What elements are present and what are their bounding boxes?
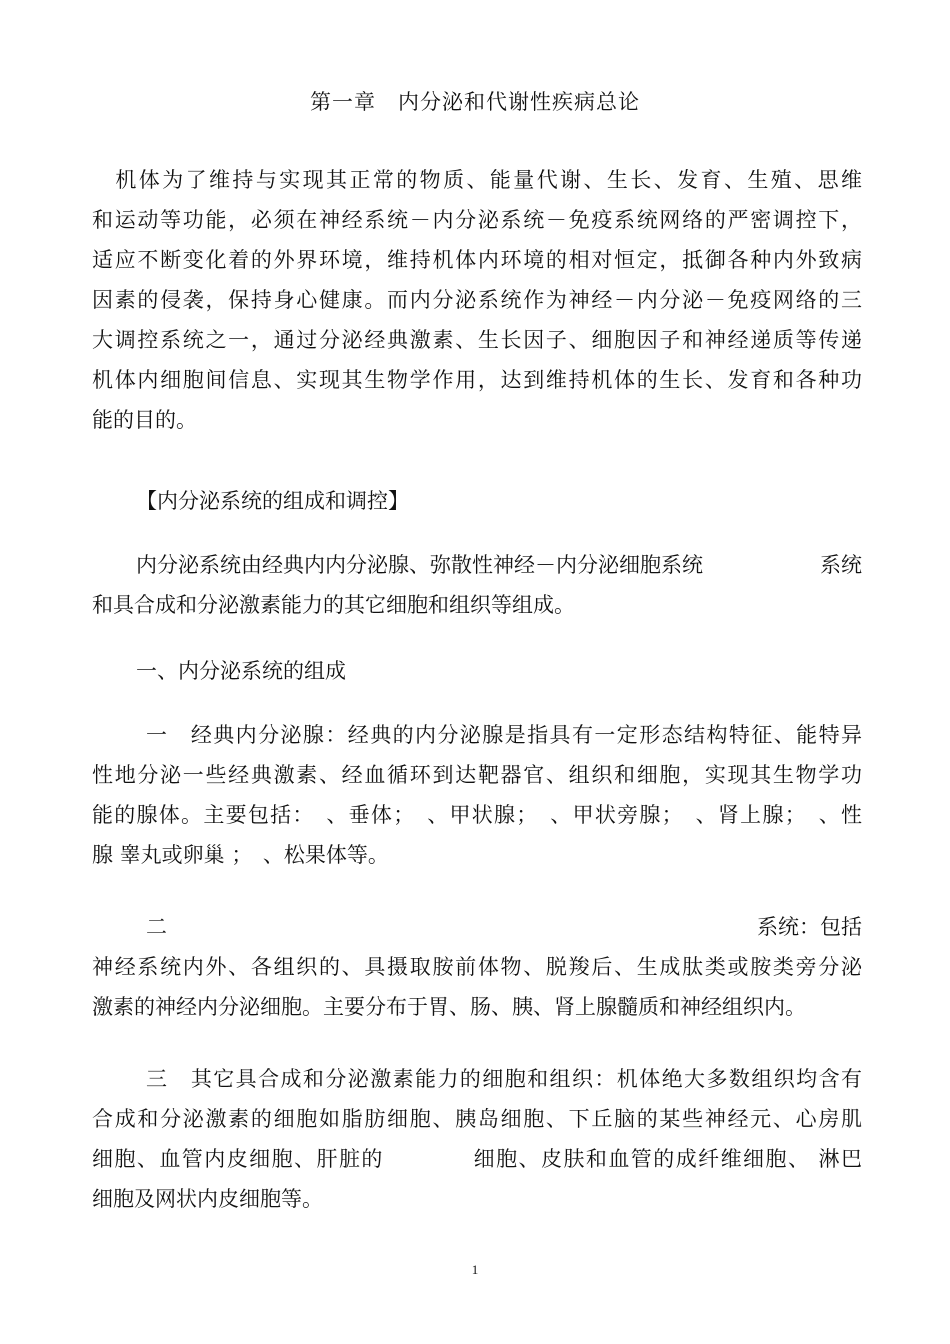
page-number: 1	[471, 1262, 479, 1277]
text-line: 激素的神经内分泌细胞。主要分布于胃、肠、胰、肾上腺髓质和神经组织内。	[92, 995, 806, 1019]
text-line: 能的腺体。主要包括： 、垂体； 、甲状腺； 、甲状旁腺； 、肾上腺； 、性	[92, 803, 862, 827]
text-line: 因素的侵袭，保持身心健康。而内分泌系统作为神经－内分泌－免疫网络的三	[92, 288, 862, 312]
chapter-title: 第一章 内分泌和代谢性疾病总论	[310, 90, 640, 114]
text-line: 和具合成和分泌激素能力的其它细胞和组织等组成。	[92, 593, 575, 617]
text-line: 能的目的。	[92, 408, 197, 432]
text-line: 和运动等功能，必须在神经系统－内分泌系统－免疫系统网络的严密调控下，	[92, 208, 862, 232]
text-line: 系统	[820, 553, 862, 577]
text-line: 机体内细胞间信息、实现其生物学作用，达到维持机体的生长、发育和各种功	[92, 368, 862, 392]
text-line: 适应不断变化着的外界环境，维持机体内环境的相对恒定，抵御各种内外致病	[92, 248, 862, 272]
text-line: 神经系统内外、各组织的、具摄取胺前体物、脱羧后、生成肽类或胺类旁分泌	[92, 955, 862, 979]
text-line: 细胞、血管内皮细胞、肝脏的 细胞、皮肤和血管的成纤维细胞、 淋巴	[92, 1147, 862, 1171]
text-line: 一 经典内分泌腺：经典的内分泌腺是指具有一定形态结构特征、能特异	[146, 723, 862, 747]
text-line: 大调控系统之一，通过分泌经典激素、生长因子、细胞因子和神经递质等传递	[92, 328, 862, 352]
subheading: 一、内分泌系统的组成	[136, 659, 346, 683]
text-line: 性地分泌一些经典激素、经血循环到达靶器官、组织和细胞，实现其生物学功	[92, 763, 862, 787]
text-line: 腺 睾丸或卵巢 ； 、松果体等。	[92, 843, 389, 867]
text-line: 合成和分泌激素的细胞如脂肪细胞、胰岛细胞、下丘脑的某些神经元、心房肌	[92, 1107, 862, 1131]
text-line: 三 其它具合成和分泌激素能力的细胞和组织：机体绝大多数组织均含有	[146, 1067, 862, 1091]
text-line: 二	[146, 915, 167, 939]
text-line: 细胞及网状内皮细胞等。	[92, 1187, 323, 1211]
text-line: 内分泌系统由经典内内分泌腺、弥散性神经－内分泌细胞系统	[136, 553, 703, 577]
section-heading: 【内分泌系统的组成和调控】	[136, 489, 409, 513]
text-line: 系统：包括	[757, 915, 862, 939]
text-line: 机体为了维持与实现其正常的物质、能量代谢、生长、发育、生殖、思维	[92, 168, 862, 192]
